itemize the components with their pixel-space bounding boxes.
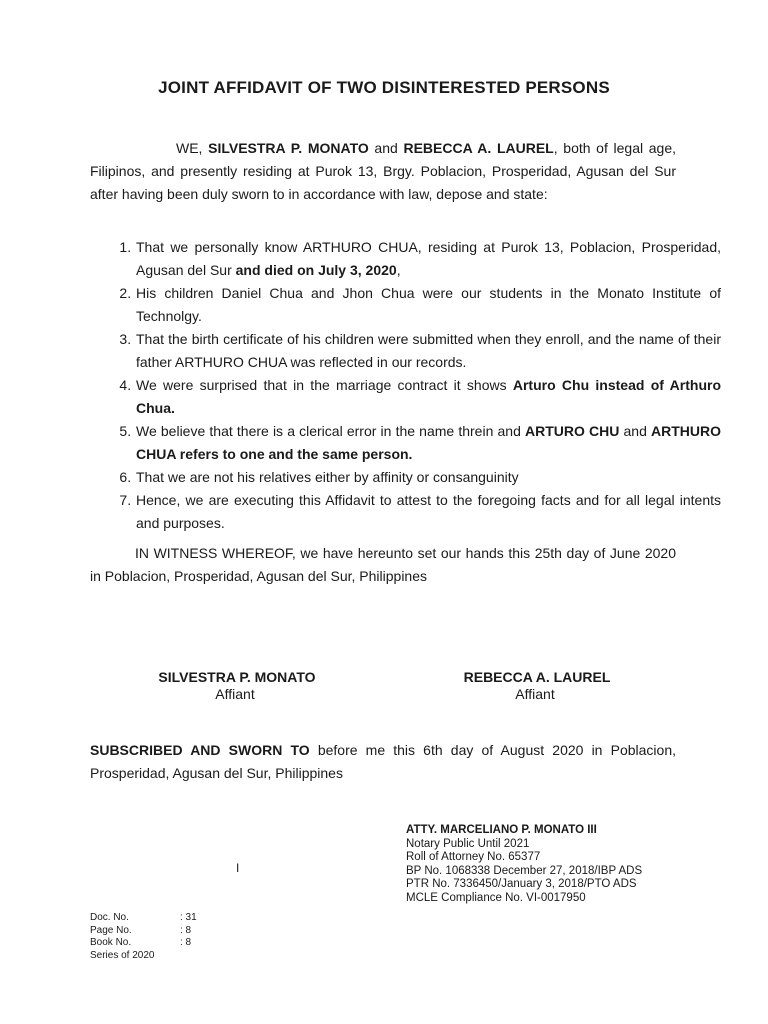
- statement-list: [90, 236, 721, 535]
- signatory-2-name: REBECCA A. LAUREL: [463, 669, 611, 685]
- jurat-heading: SUBSCRIBED AND SWORN TO: [90, 742, 310, 758]
- intro-paragraph: [90, 137, 676, 206]
- notary-name: ATTY. MARCELIANO P. MONATO III: [406, 824, 597, 836]
- statement-item: 6. That we are not his relatives either by affinity or consanguinity: [135, 466, 721, 489]
- intro-rest: , both of legal age, Filipinos, and presently residing at Purok 13, Brgy. Poblacion, Prosperidad, Agusan del Sur after having been duly sworn to in accordance with law, depose and state:: [90, 140, 676, 202]
- notary-line: BP No. 1068338 December 27, 2018/IBP ADS: [406, 864, 643, 877]
- jurat-paragraph: SUBSCRIBED AND SWORN TO before me this 6th day of August 2020 in Poblacion, Prosperidad, Agusan del Sur, Philippines: [90, 742, 676, 781]
- statement-item: 5. We believe that there is a clerical error in the name threin and ARTURO CHU and ARTHURO CHUA refers to one and the same person.: [135, 420, 721, 466]
- statement-item: 2. His children Daniel Chua and Jhon Chua were our students in the Monato Institute of Technolgy.: [135, 282, 721, 328]
- signatory-1-name: SILVESTRA P. MONATO: [158, 669, 316, 685]
- statement-item: 7. Hence, we are executing this Affidavit to attest to the foregoing facts and for all legal intents and purposes.: [135, 489, 721, 535]
- intro-and: and: [368, 140, 404, 156]
- affiant-2-name: REBECCA A. LAUREL: [403, 140, 554, 156]
- signatory-1-role: Affiant: [215, 686, 255, 702]
- doc-info-row: Series of 2020: [90, 949, 155, 961]
- document-title: JOINT AFFIDAVIT OF TWO DISINTERESTED PERSONS: [158, 78, 610, 97]
- stray-mark: I: [236, 861, 240, 875]
- notary-line: Notary Public Until 2021: [406, 837, 530, 850]
- intro-we: WE,: [176, 140, 209, 156]
- statement-item: 3. That the birth certificate of his children were submitted when they enroll, and the name of their father ARTHURO CHUA was reflected in our records.: [135, 328, 721, 374]
- notary-line: PTR No. 7336450/January 3, 2018/PTO ADS: [406, 878, 637, 890]
- doc-info-row: Book No. : 8: [90, 937, 192, 948]
- notary-line: MCLE Compliance No. VI-0017950: [406, 891, 586, 904]
- notary-block: [406, 824, 642, 905]
- statement-item: 1. That we personally know ARTHURO CHUA, residing at Purok 13, Poblacion, Prosperidad, Agusan del Sur and died on July 3, 2020,: [135, 236, 721, 282]
- witness-paragraph: IN WITNESS WHEREOF, we have hereunto set our hands this 25th day of June 2020 in Poblacion, Prosperidad, Agusan del Sur, Philippines: [90, 545, 676, 584]
- notary-line: Roll of Attorney No. 65377: [406, 851, 541, 863]
- statement-item: 4. We were surprised that in the marriage contract it shows Arturo Chu instead of Arthuro Chua.: [135, 374, 721, 420]
- doc-info-row: Page No. : 8: [90, 924, 192, 936]
- signatory-2-role: Affiant: [515, 686, 555, 702]
- doc-info-block: [90, 912, 197, 962]
- doc-info-row: Doc. No. : 31: [90, 912, 197, 923]
- affiant-1-name: SILVESTRA P. MONATO: [208, 140, 369, 156]
